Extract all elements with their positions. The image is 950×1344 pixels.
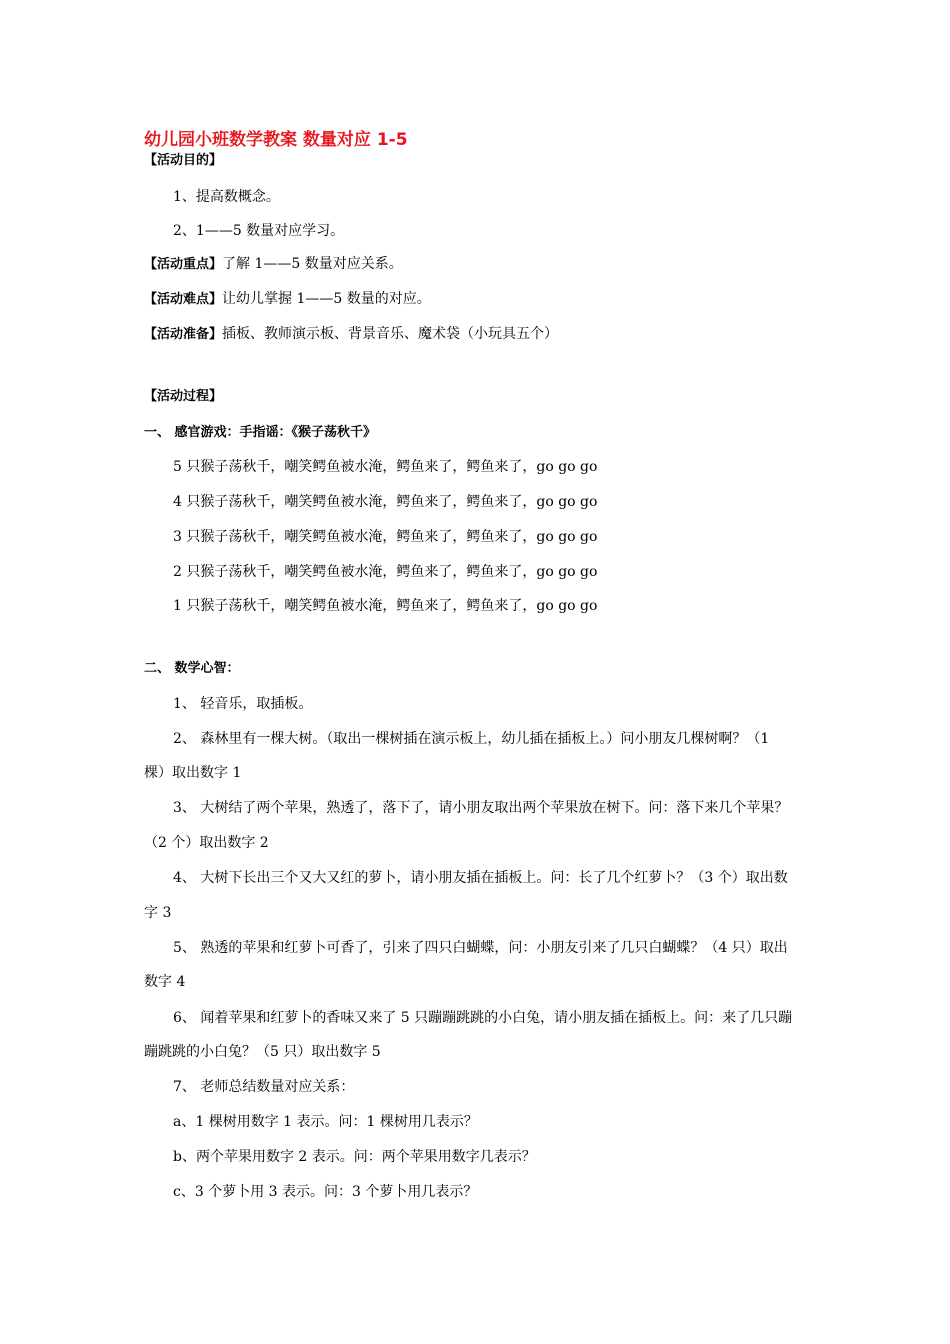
step-line: 7、 老师总结数量对应关系： (173, 1079, 355, 1095)
prep-text: 插板、教师演示板、背景音乐、魔术袋（小玩具五个） (222, 326, 559, 342)
step-line: 1、 轻音乐，取插板。 (173, 696, 313, 712)
rhyme-line: 1 只猴子荡秋千，嘲笑鳄鱼被水淹，鳄鱼来了，鳄鱼来了，go go go (173, 598, 598, 614)
section2-heading: 二、 数学心智： (144, 661, 240, 676)
rhyme-line: 4 只猴子荡秋千，嘲笑鳄鱼被水淹，鳄鱼来了，鳄鱼来了，go go go (173, 494, 598, 510)
goal-heading: 【活动目的】 (144, 153, 223, 168)
difficulty-label: 【活动难点】 (144, 292, 223, 307)
key-text: 了解 1——5 数量对应关系。 (222, 256, 403, 272)
rhyme-line: 2 只猴子荡秋千，嘲笑鳄鱼被水淹，鳄鱼来了，鳄鱼来了，go go go (173, 564, 598, 580)
difficulty-point (144, 290, 431, 309)
summary-line: b、两个苹果用数字 2 表示。问：两个苹果用数字几表示？ (173, 1149, 536, 1165)
step-continuation: 蹦跳跳的小白兔？（5 只）取出数字 5 (144, 1044, 381, 1060)
step-continuation: （2 个）取出数字 2 (144, 835, 269, 851)
prep-label: 【活动准备】 (144, 327, 223, 342)
difficulty-text: 让幼儿掌握 1——5 数量的对应。 (222, 291, 431, 307)
document-title: 幼儿园小班数学教案 数量对应 1-5 (144, 130, 408, 150)
rhyme-line: 3 只猴子荡秋千，嘲笑鳄鱼被水淹，鳄鱼来了，鳄鱼来了，go go go (173, 529, 598, 545)
step-line: 4、 大树下长出三个又大又红的萝卜，请小朋友插在插板上。问：长了几个红萝卜？（3 个）取出数 (173, 870, 788, 886)
step-line: 6、 闻着苹果和红萝卜的香味又来了 5 只蹦蹦跳跳的小白兔，请小朋友插在插板上。问：来了几只蹦 (173, 1010, 793, 1026)
rhyme-line: 5 只猴子荡秋千，嘲笑鳄鱼被水淹，鳄鱼来了，鳄鱼来了，go go go (173, 459, 598, 475)
step-continuation: 棵）取出数字 1 (144, 765, 242, 781)
key-label: 【活动重点】 (144, 257, 223, 272)
goal-item: 2、1——5 数量对应学习。 (173, 223, 345, 239)
goal-item: 1、提高数概念。 (173, 189, 280, 205)
step-line: 2、 森林里有一棵大树。（取出一棵树插在演示板上，幼儿插在插板上。）问小朋友几棵树啊？（1 (173, 731, 770, 747)
step-continuation: 字 3 (144, 905, 172, 921)
step-continuation: 数字 4 (144, 974, 186, 990)
step-line: 5、 熟透的苹果和红萝卜可香了，引来了四只白蝴蝶，问：小朋友引来了几只白蝴蝶？（4 只）取出 (173, 940, 788, 956)
step-line: 3、 大树结了两个苹果，熟透了，落下了，请小朋友取出两个苹果放在树下。问：落下来几个苹果？ (173, 800, 789, 816)
process-heading: 【活动过程】 (144, 389, 223, 404)
section1-heading: 一、 感官游戏：手指谣：《猴子荡秋千》 (144, 425, 377, 440)
summary-line: a、1 棵树用数字 1 表示。问：1 棵树用几表示？ (173, 1114, 478, 1130)
key-point (144, 255, 403, 274)
summary-line: c、3 个萝卜用 3 表示。问：3 个萝卜用几表示？ (173, 1184, 478, 1200)
preparation (144, 325, 558, 344)
